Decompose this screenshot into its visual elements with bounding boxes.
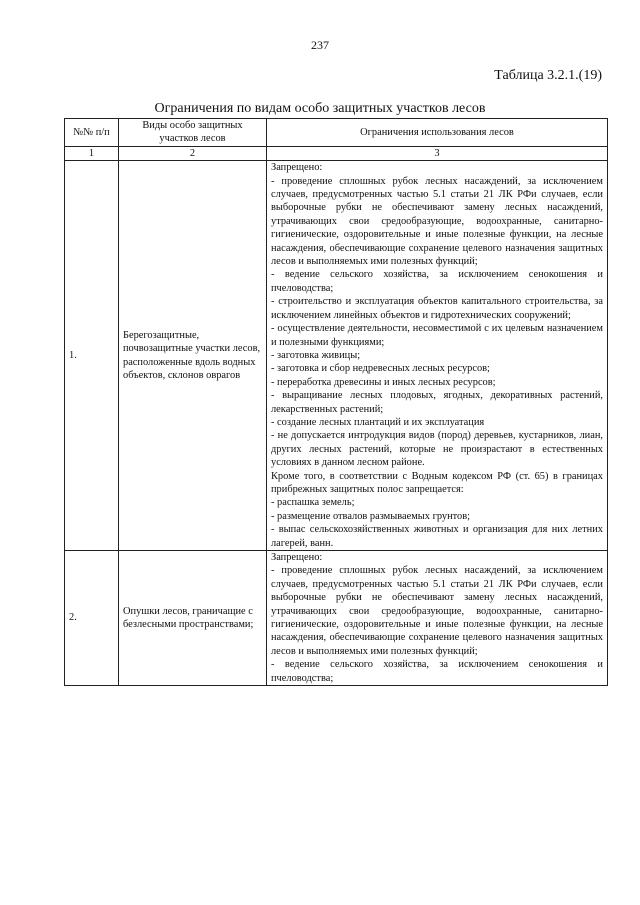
table-row xyxy=(65,161,608,551)
restriction-line: - проведение сплошных рубок лесных насаждений, за исключением случаев, предусмотренных частью 5.1 статьи 21 ЛК РФи случаев, если выборочные рубки не обеспечивают замену лесных насаждений, утрачивающих свои средообразующие, водоохранные, санитарно-гигиенические, оздоровительные и иные полезные функции, на лесные насаждения, обеспечивающие сохранение целевого назначения защитных лесов и выполняемых ими полезных функций; xyxy=(271,565,603,657)
table-row xyxy=(65,551,608,686)
restriction-line: - строительство и эксплуатация объектов капитального строительства, за исключением линейных объектов и гидротехнических сооружений; xyxy=(271,296,603,321)
header-num: №№ п/п xyxy=(65,119,119,147)
row-number: 2. xyxy=(65,551,119,686)
restriction-line: Запрещено: xyxy=(271,552,323,563)
page-number: 237 xyxy=(311,38,329,52)
restriction-line: - заготовка живицы; xyxy=(271,349,361,361)
restriction-line: - размещение отвалов размываемых грунтов; xyxy=(271,510,471,522)
restrictions-table xyxy=(64,118,608,686)
restriction-line: - выпас сельскохозяйственных животных и организация для них летних лагерей, ванн. xyxy=(271,524,603,549)
table-label: Таблица 3.2.1.(19) xyxy=(494,68,602,83)
restriction-line: - распашка земель; xyxy=(271,497,355,509)
restriction-line: Кроме того, в соответствии с Водным кодексом РФ (ст. 65) в границах прибрежных защитных полос запрещается: xyxy=(271,470,603,495)
restriction-line: - создание лесных плантаций и их эксплуатация xyxy=(271,416,485,428)
row-number: 1. xyxy=(65,161,119,551)
table-header-row xyxy=(65,119,608,147)
column-number: 1 xyxy=(65,146,119,160)
header-restrictions: Ограничения использования лесов xyxy=(267,119,608,147)
area-type: Берегозащитные, почвозащитные участки лесов, расположенные вдоль водных объектов, склонов оврагов xyxy=(119,161,267,551)
table-title: Ограничения по видам особо защитных участков лесов xyxy=(154,101,486,116)
column-number: 3 xyxy=(267,146,608,160)
restrictions-cell xyxy=(267,551,608,686)
restriction-line: - ведение сельского хозяйства, за исключением сенокошения и пчеловодства; xyxy=(271,659,603,684)
header-type: Виды особо защитных участков лесов xyxy=(119,119,267,147)
restriction-line: - выращивание лесных плодовых, ягодных, декоративных растений, лекарственных растений; xyxy=(271,390,603,415)
column-number-row xyxy=(65,146,608,160)
restriction-line: - заготовка и сбор недревесных лесных ресурсов; xyxy=(271,363,490,375)
column-number: 2 xyxy=(119,146,267,160)
restriction-line: - не допускается интродукция видов (пород) деревьев, кустарников, лиан, других лесных растений, которые не произрастают в естественных условиях в данном лесном районе. xyxy=(271,430,603,469)
restriction-line: - проведение сплошных рубок лесных насаждений, за исключением случаев, предусмотренных частью 5.1 статьи 21 ЛК РФи случаев, если выборочные рубки не обеспечивают замену лесных насаждений, утрачивающих свои средообразующие, водоохранные, санитарно-гигиенические, оздоровительные и иные полезные функции, на лесные насаждения, обеспечивающие сохранение целевого назначения защитных лесов и выполняемых ими полезных функций; xyxy=(271,175,603,268)
restriction-line: - осуществление деятельности, несовместимой с их целевым назначением и полезными функциями; xyxy=(271,323,603,348)
restriction-line: - ведение сельского хозяйства, за исключением сенокошения и пчеловодства; xyxy=(271,269,603,294)
restriction-line: Запрещено: xyxy=(271,162,323,174)
restriction-line: - переработка древесины и иных лесных ресурсов; xyxy=(271,376,496,388)
area-type: Опушки лесов, граничащие с безлесными пространствами; xyxy=(119,551,267,686)
restrictions-cell xyxy=(267,161,608,551)
